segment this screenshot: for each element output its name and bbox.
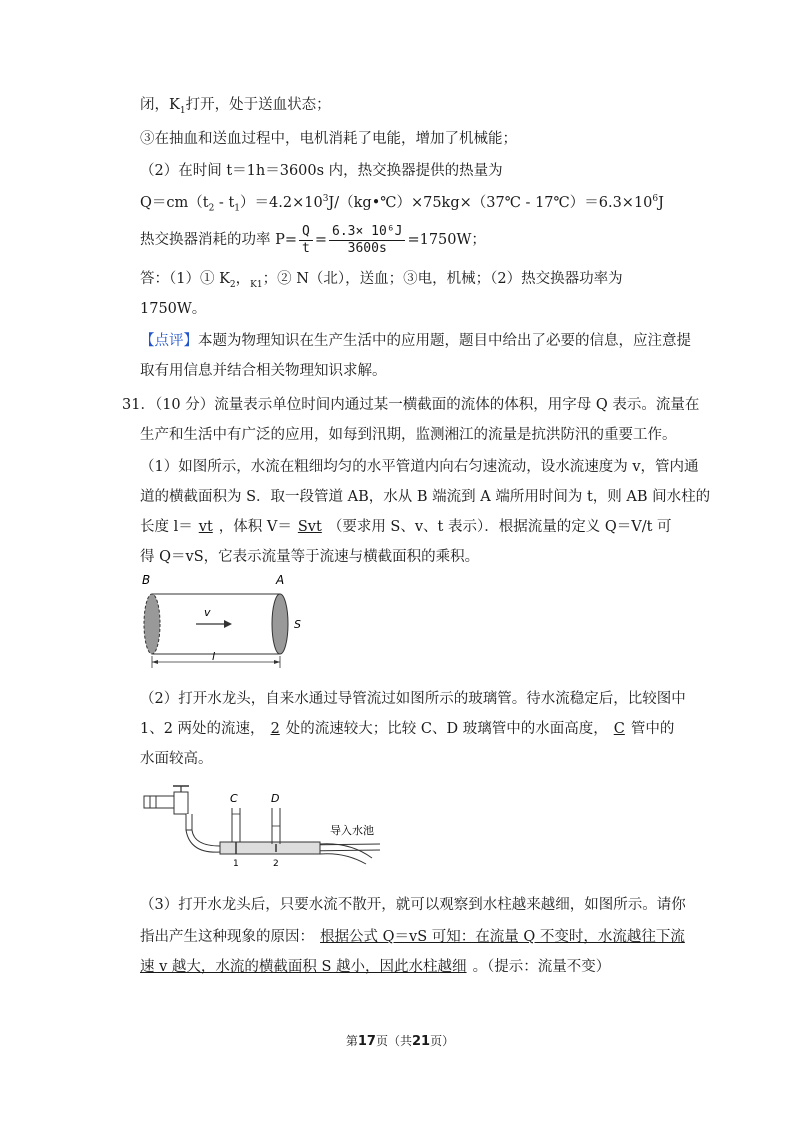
formula-heat: $Q=cm(t_2$ - $t_1)=4.2\times 10^3J/(kg•℃)\times 75kg\times(37℃$ - $17℃)=6.3\times 10^6J$ bbox=[140, 194, 664, 214]
answer-blank: 2 bbox=[270, 721, 280, 737]
text-line: 道的横截面积为 S．取一段管道 AB，水从 B 端流到 A 端所用时间为 t，则 AB 间水柱的 bbox=[140, 489, 711, 505]
fraction: $\frac{Q}{t}$ bbox=[299, 224, 313, 257]
fraction: $\frac{\text{6.3× 10⁶J}}{3600s}$ bbox=[329, 224, 405, 257]
text-line: （2）在时间 t＝1h＝3600s 内，热交换器提供的热量为 bbox=[140, 163, 503, 179]
label-1: 1 bbox=[233, 859, 239, 868]
label-c: C bbox=[230, 792, 238, 805]
answer-blank: 根据公式 Q＝vS 可知：在流量 Q 不变时，水流越往下流 bbox=[320, 929, 685, 945]
answer-blank: C bbox=[613, 721, 625, 737]
label-outlet: 导入水池 bbox=[330, 824, 374, 837]
label-s: S bbox=[294, 618, 301, 631]
text-line: （1）如图所示，水流在粗细均匀的水平管道内向右匀速流动，设水流速度为 v，管内通 bbox=[140, 459, 699, 475]
label-2: 2 bbox=[273, 859, 279, 868]
comment-tag: 【点评】 bbox=[140, 333, 198, 349]
label-d: D bbox=[271, 792, 280, 805]
formula-power: 热交换器消耗的功率 P= $\frac{Q}{t}$ = $\frac{\text{6.3× 10⁶J}}{3600s}$ =1750W； bbox=[140, 223, 486, 256]
answer-line: 答：（1）① $K_2$，$_{K1}$；② N（北），送血；③电，机械；（2）热交换器功率为 bbox=[140, 271, 623, 290]
text-line: （3）打开水龙头后，只要水流不散开，就可以观察到水柱越来越细，如图所示。请你 bbox=[140, 897, 686, 913]
text-line: 得 Q＝vS，它表示流量等于流速与横截面积的乘积。 bbox=[140, 549, 480, 565]
answer-blank: 速 v 越大，水流的横截面积 S 越小，因此水柱越细 bbox=[140, 959, 467, 975]
label-a: A bbox=[276, 573, 285, 587]
faucet-tube-figure bbox=[140, 784, 400, 868]
text-line: ③在抽血和送血过程中，电机消耗了电能，增加了机械能； bbox=[140, 131, 517, 147]
text-line: 水面较高。 bbox=[140, 751, 213, 767]
page-footer: 第17页（共21页） bbox=[345, 1034, 455, 1049]
answer-line: 速 v 越大，水流的横截面积 S 越小，因此水柱越细 。（提示：流量不变） bbox=[140, 959, 611, 975]
answer-blanks-line: 1、2 两处的流速， 2 处的流速较大；比较 C、D 玻璃管中的水面高度， C 管中的 bbox=[140, 721, 675, 737]
comment-line: 【点评】本题为物理知识在生产生活中的应用题，题目中给出了必要的信息，应注意提 bbox=[140, 333, 691, 349]
text-line: 取有用信息并结合相关物理知识求解。 bbox=[140, 363, 387, 379]
text-line: 1750W。 bbox=[140, 301, 207, 317]
answer-blank: vt bbox=[198, 519, 213, 535]
label-b: B bbox=[142, 573, 151, 587]
text-line: 生产和生活中有广泛的应用，如每到汛期，监测湘江的流量是抗洪防汛的重要工作。 bbox=[140, 427, 677, 443]
page-number: 17 bbox=[357, 1034, 376, 1049]
pipe-figure bbox=[138, 568, 308, 676]
label-v: v bbox=[204, 606, 211, 619]
page-total: 21 bbox=[412, 1034, 431, 1049]
label-l: l bbox=[212, 650, 216, 663]
answer-line: 指出产生这种现象的原因： 根据公式 Q＝vS 可知：在流量 Q 不变时，水流越往下流 bbox=[140, 926, 691, 948]
text-line: （2）打开水龙头，自来水通过导管流过如图所示的玻璃管。待水流稳定后，比较图中 bbox=[140, 691, 686, 707]
question-31: 31．（10 分）流量表示单位时间内通过某一横截面的流体的体积，用字母 Q 表示。流量在 bbox=[122, 397, 700, 413]
text-line: 闭，$K_1$打开，处于送血状态； bbox=[140, 97, 331, 116]
answer-blank: Svt bbox=[297, 519, 322, 535]
answer-blanks-line: 长度 l＝ vt ，体积 V＝ Svt （要求用 S、v、t 表示）．根据流量的定义 Q＝V/t 可 bbox=[140, 519, 672, 535]
